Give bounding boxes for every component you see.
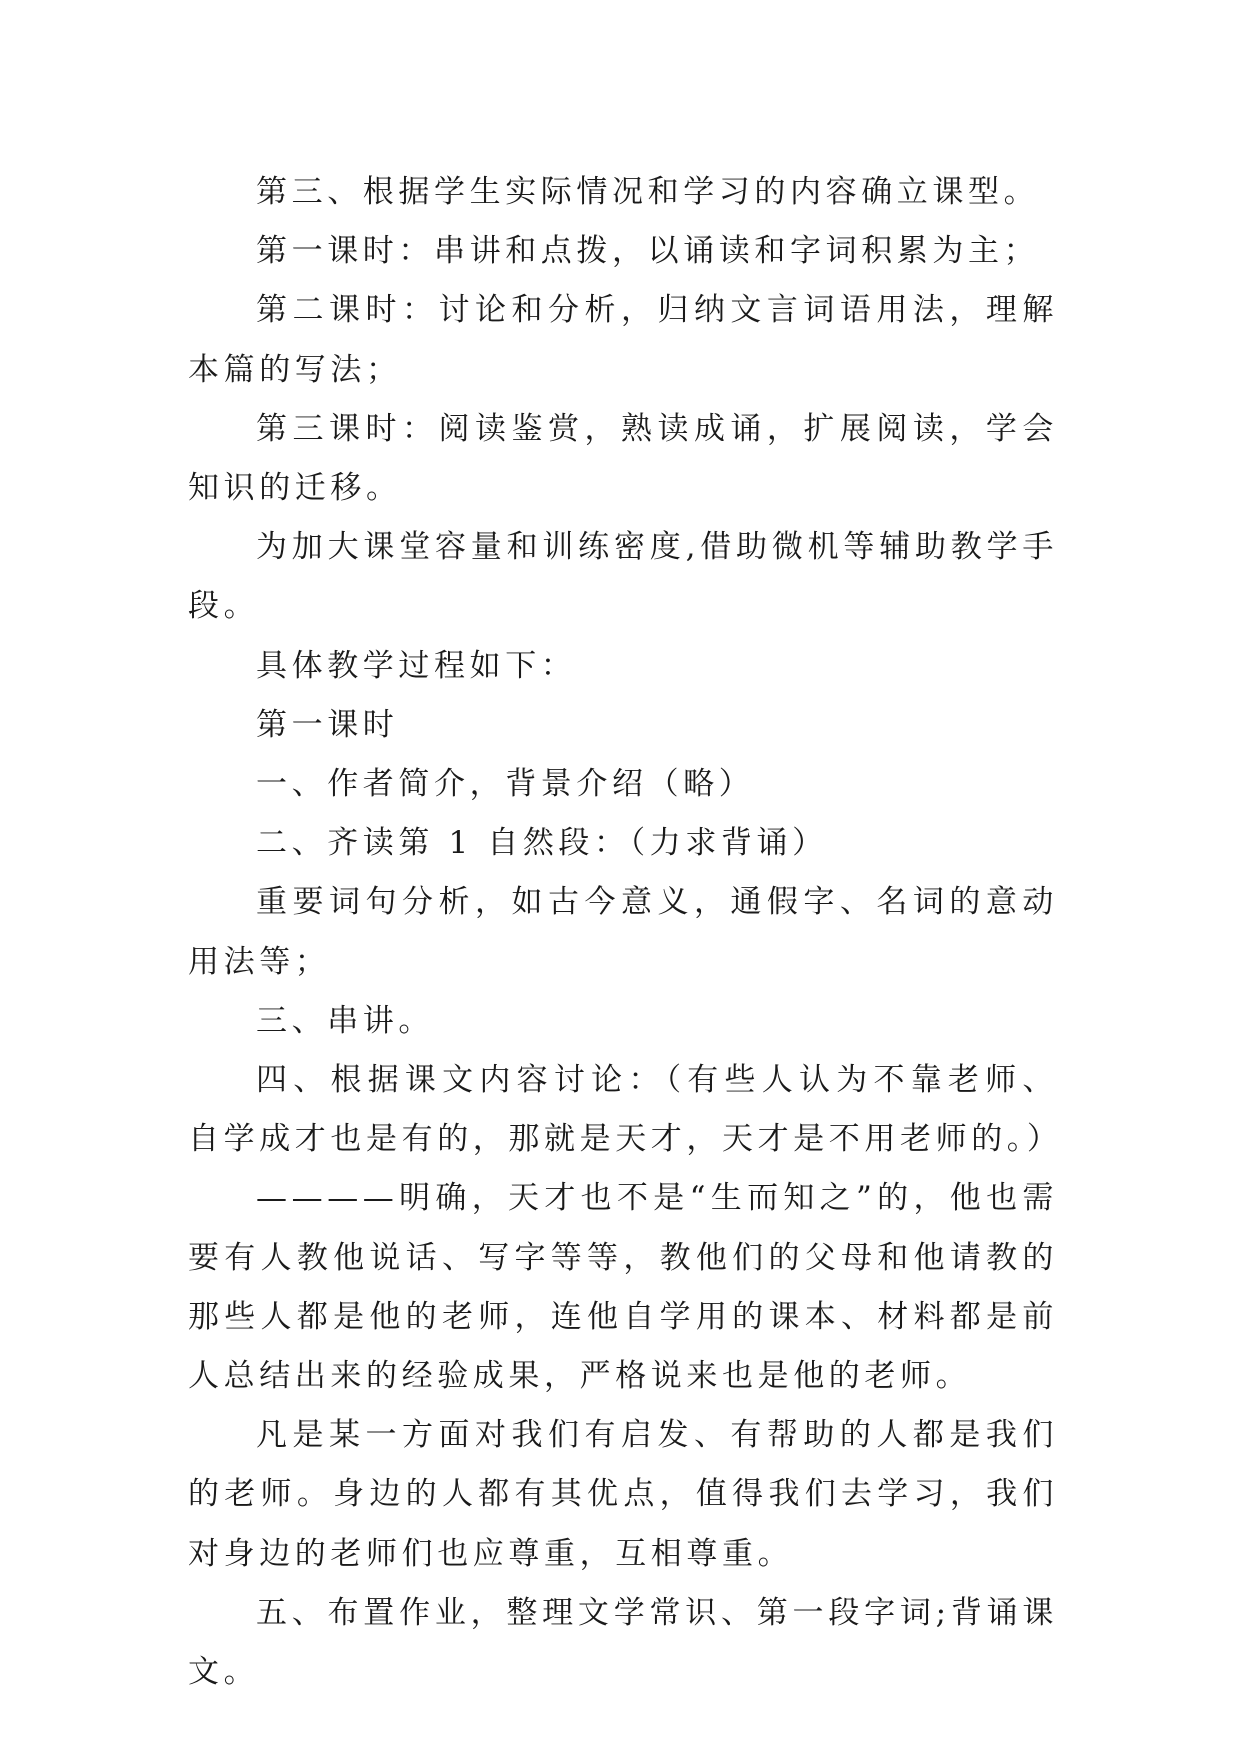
paragraph-lesson-2-plan: 第二课时：讨论和分析，归纳文言词语用法，理解本篇的写法； [188, 292, 1058, 388]
paragraph-lesson-types: 第三、根据学生实际情况和学习的内容确立课型。 [256, 174, 1040, 210]
paragraph-lesson-3-plan: 第三课时：阅读鉴赏，熟读成诵，扩展阅读，学会知识的迁移。 [188, 410, 1058, 507]
paragraph-process-intro: 具体教学过程如下： [256, 647, 577, 684]
paragraph-clarification: ————明确，天才也不是“生而知之”的，他也需要有人教他说话、写字等等，教他们的父母和他请教的那些人都是他的老师，连他自学用的课本、材料都是前人总结出来的经验成果，严格说来也是他的老师。 [188, 1180, 1058, 1395]
paragraph-lesson-1-plan: 第一课时：串讲和点拨，以诵读和字词积累为主； [256, 233, 1040, 270]
paragraph-step-3: 三、串讲。 [256, 1002, 434, 1039]
paragraph-step-1: 一、作者简介，背景介绍（略） [256, 766, 755, 803]
paragraph-word-analysis: 重要词句分析，如古今意义，通假字、名词的意动用法等； [188, 884, 1058, 980]
paragraph-teaching-aids: 为加大课堂容量和训练密度,借助微机等辅助教学手段。 [188, 529, 1058, 625]
section-heading-lesson-1: 第一课时 [256, 706, 399, 743]
paragraph-step-4: 四、根据课文内容讨论：（有些人认为不靠老师、自学成才也是有的，那就是天才，天才是不用老师的。） [188, 1062, 1063, 1158]
document-body [188, 163, 1063, 1702]
paragraph-step-2: 二、齐读第 1 自然段：（力求背诵） [256, 825, 828, 862]
paragraph-teachers-around: 凡是某一方面对我们有启发、有帮助的人都是我们的老师。身边的人都有其优点，值得我们去学习，我们对身边的老师们也应尊重，互相尊重。 [188, 1417, 1058, 1572]
paragraph-step-5-homework: 五、布置作业，整理文学常识、第一段字词;背诵课文。 [188, 1594, 1058, 1691]
